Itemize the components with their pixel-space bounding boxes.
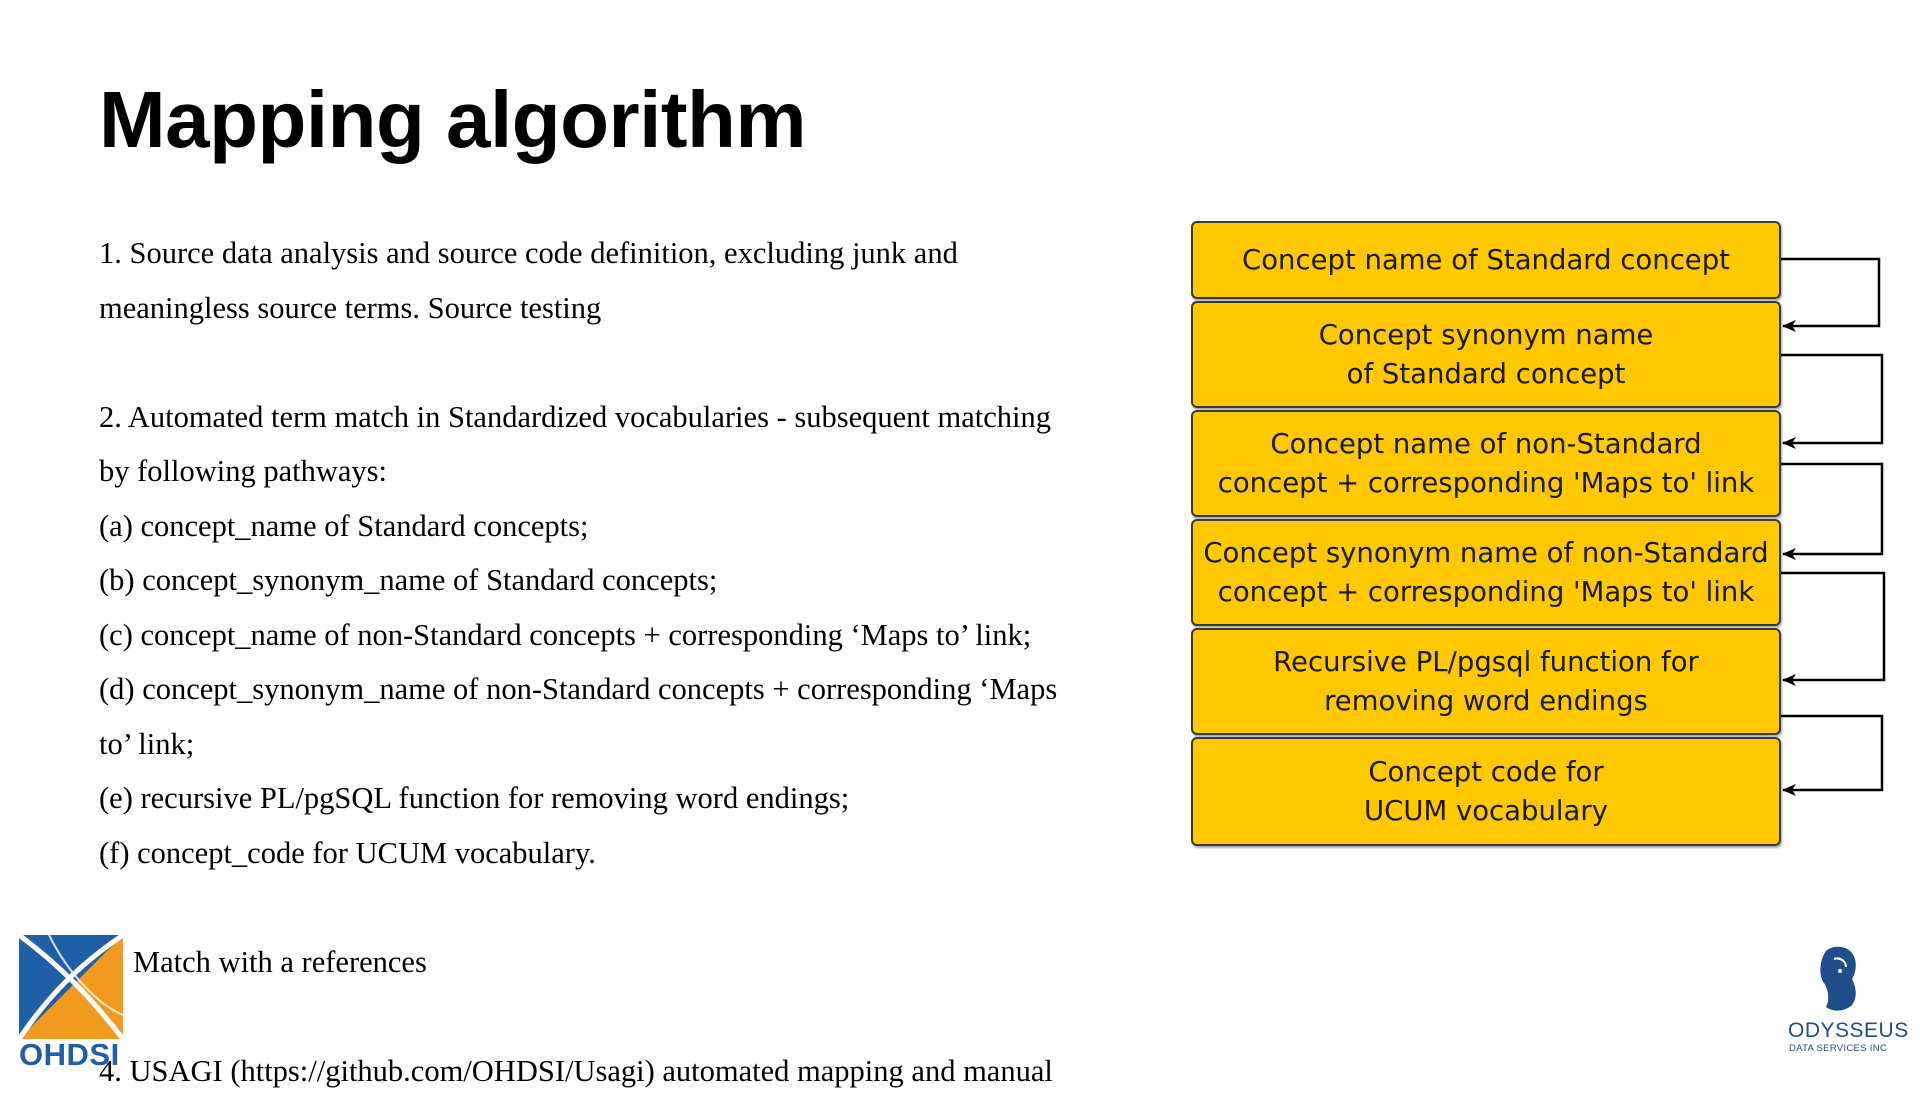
pathway-d-cont: to’ link; — [99, 717, 1159, 772]
flow-box-nonstandard-name: Concept name of non-Standard concept + corresponding 'Maps to' link — [1191, 410, 1781, 517]
flow-arrow — [1781, 464, 1882, 554]
step4-line: 4. USAGI (https://github.com/OHDSI/Usagi) automated mapping and manual — [99, 1044, 1159, 1098]
pathway-b: (b) concept_synonym_name of Standard concepts; — [99, 553, 1159, 608]
flow-arrow — [1781, 259, 1879, 326]
flow-box-standard-name: Concept name of Standard concept — [1191, 221, 1781, 299]
ohdsi-logo — [19, 935, 123, 1069]
pathway-c: (c) concept_name of non-Standard concepts + corresponding ‘Maps to’ link; — [99, 608, 1159, 663]
slide-title: Mapping algorithm — [99, 80, 806, 160]
paragraph-gap — [99, 335, 1159, 390]
paragraph-gap — [99, 989, 1159, 1044]
flow-box-word-endings: Recursive PL/pgsql function for removing word endings — [1191, 628, 1781, 735]
step1-line-2: meaningless source terms. Source testing — [99, 281, 1159, 336]
odysseus-subtitle: DATA SERVICES INC — [1789, 1043, 1887, 1054]
odysseus-logo — [1780, 945, 1910, 1055]
ohdsi-wordmark: OHDSI — [19, 1037, 123, 1073]
odysseus-wordmark: ODYSSEUS — [1788, 1019, 1909, 1043]
pathway-a: (a) concept_name of Standard concepts; — [99, 499, 1159, 554]
step1-line-1: 1. Source data analysis and source code definition, excluding junk and — [99, 226, 1159, 281]
step3-line: Match with a references — [99, 935, 1159, 990]
step2-line-1: 2. Automated term match in Standardized vocabularies - subsequent matching — [99, 390, 1159, 445]
pathway-e: (e) recursive PL/pgSQL function for removing word endings; — [99, 771, 1159, 826]
flow-arrow — [1781, 573, 1884, 680]
flow-box-standard-synonym: Concept synonym name of Standard concept — [1191, 301, 1781, 408]
pathway-f: (f) concept_code for UCUM vocabulary. — [99, 826, 1159, 881]
step2-line-2: by following pathways: — [99, 444, 1159, 499]
flow-box-nonstandard-synonym: Concept synonym name of non-Standard concept + corresponding 'Maps to' link — [1191, 519, 1781, 626]
odysseus-head-icon — [1812, 945, 1864, 1013]
flow-arrow — [1781, 355, 1882, 443]
pathway-d: (d) concept_synonym_name of non-Standard concepts + corresponding ‘Maps — [99, 662, 1159, 717]
ohdsi-mark-icon — [19, 935, 123, 1039]
slide-body — [99, 226, 1159, 1098]
paragraph-gap — [99, 880, 1159, 935]
flow-arrow — [1781, 716, 1882, 790]
flow-box-ucum-code: Concept code for UCUM vocabulary — [1191, 737, 1781, 846]
